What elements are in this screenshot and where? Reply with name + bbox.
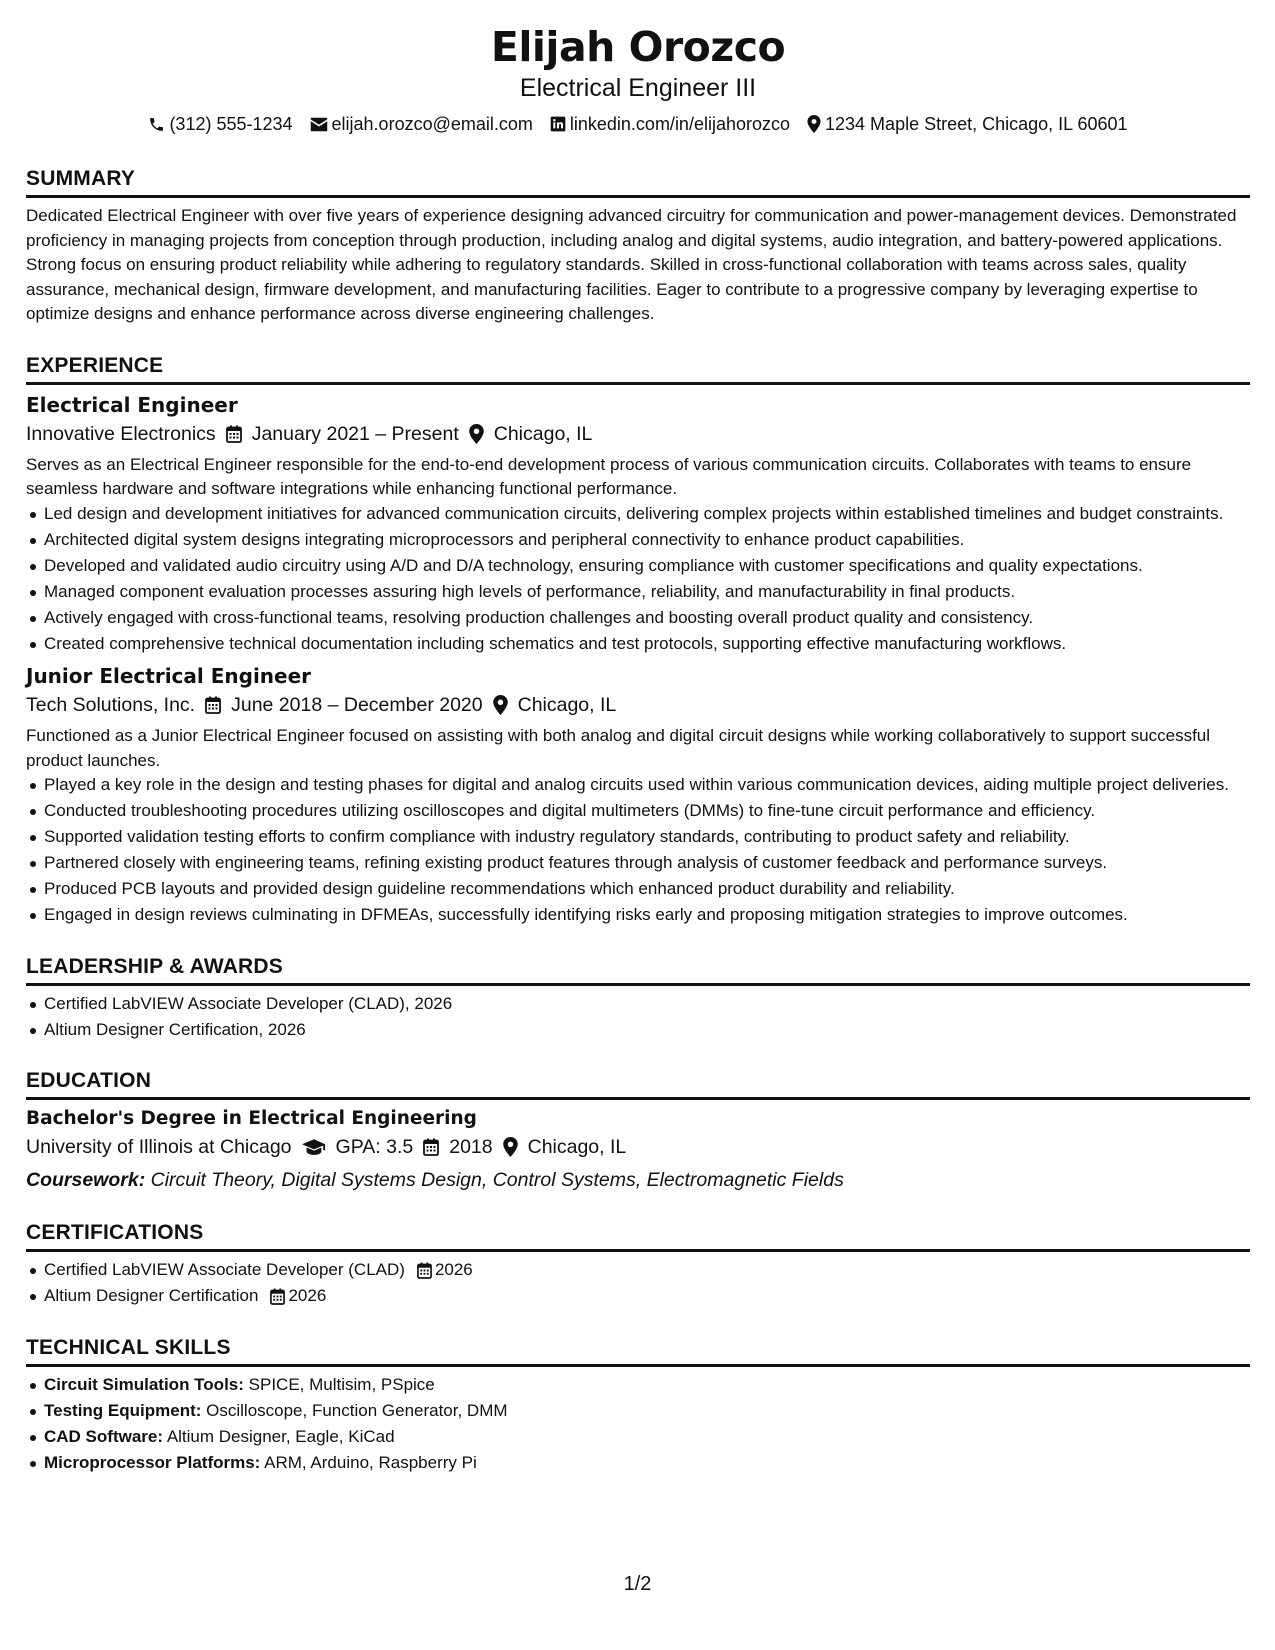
job-location: Chicago, IL <box>493 422 593 445</box>
list-item: Engaged in design reviews culminating in DFMEAs, successfully identifying risks early and proposing mitigation strategies to improve outcomes. <box>26 903 1250 928</box>
skill-label: Microprocessor Platforms: <box>44 1452 261 1472</box>
list-item <box>26 1399 1250 1424</box>
linkedin-icon <box>550 116 566 132</box>
skill-value: Altium Designer, Eagle, KiCad <box>166 1426 395 1446</box>
job-meta <box>26 419 1250 449</box>
certification-name: Altium Designer Certification <box>44 1286 259 1305</box>
job-entry <box>26 662 1250 928</box>
skills-heading: TECHNICAL SKILLS <box>26 1335 1250 1367</box>
job-bullets <box>26 502 1250 657</box>
skill-value: ARM, Arduino, Raspberry Pi <box>264 1452 477 1472</box>
list-item: Certified LabVIEW Associate Developer (CLAD), 2026 <box>26 992 1250 1017</box>
company-name: Innovative Electronics <box>26 422 216 445</box>
calendar-icon <box>270 1288 285 1305</box>
list-item: Supported validation testing efforts to confirm compliance with industry regulatory standards, contributing to product safety and reliability. <box>26 825 1250 850</box>
contact-linkedin[interactable] <box>550 112 790 136</box>
candidate-name: Elijah Orozco <box>490 23 786 71</box>
list-item <box>26 1451 1250 1476</box>
list-item: Managed component evaluation processes assuring high levels of performance, reliability, and manufacturability in final products. <box>26 580 1250 605</box>
experience-heading: EXPERIENCE <box>26 353 1250 385</box>
certifications-section <box>26 1220 1250 1309</box>
list-item <box>26 1425 1250 1450</box>
job-description: Functioned as a Junior Electrical Engineer focused on assisting with both analog and digital circuit designs while working collaboratively to support successful product launches. <box>26 726 1211 770</box>
skills-list <box>26 1373 1250 1476</box>
job-bullets <box>26 773 1250 928</box>
contact-email[interactable] <box>310 112 533 136</box>
map-pin-icon <box>503 1137 518 1157</box>
list-item: Created comprehensive technical documentation including schematics and test protocols, supporting effective manufacturing workflows. <box>26 632 1250 657</box>
certification-date: 2026 <box>288 1286 327 1305</box>
list-item: Played a key role in the design and testing phases for digital and analog circuits used within various communication devices, aiding multiple project deliveries. <box>26 773 1250 798</box>
phone-icon <box>148 116 165 133</box>
leadership-list <box>26 992 1250 1043</box>
summary-heading: SUMMARY <box>26 166 1250 198</box>
summary-section <box>26 166 1250 327</box>
map-pin-icon <box>469 424 484 444</box>
skill-label: CAD Software: <box>44 1426 164 1446</box>
list-item: Altium Designer Certification, 2026 <box>26 1018 1250 1043</box>
experience-section <box>26 353 1250 928</box>
list-item: Actively engaged with cross-functional teams, resolving production challenges and boosting overall product quality and consistency. <box>26 606 1250 631</box>
graduation-cap-icon <box>302 1139 326 1156</box>
leadership-section <box>26 954 1250 1043</box>
list-item: Partnered closely with engineering teams, refining existing product features through analysis of customer feedback and performance surveys. <box>26 851 1250 876</box>
contact-address <box>807 112 1128 136</box>
certifications-heading: CERTIFICATIONS <box>26 1220 1250 1252</box>
summary-text: Dedicated Electrical Engineer with over five years of experience designing advanced circuitry for communication and power-management devices. Demonstrated proficiency in managing projects from conception through production, including analog and digital systems, audio integration, and battery-powered applications. Strong focus on ensuring product reliability while adhering to regulatory standards. Skilled in cross-functional collaboration with teams across sales, quality assurance, mechanical design, firmware development, and manufacturing facilities. Eager to contribute to a progressive company by leveraging expertise to optimize designs and enhance performance across diverse engineering challenges. <box>26 206 1237 323</box>
linkedin-text: linkedin.com/in/elijahorozco <box>569 114 791 134</box>
phone-text: (312) 555-1234 <box>169 114 293 134</box>
education-heading: EDUCATION <box>26 1068 1250 1100</box>
certifications-list <box>26 1258 1250 1309</box>
degree-title: Bachelor's Degree in Electrical Engineering <box>26 1108 477 1129</box>
resume-page <box>26 22 1250 1477</box>
job-meta <box>26 690 1250 720</box>
calendar-icon <box>417 1262 432 1279</box>
address-text: 1234 Maple Street, Chicago, IL 60601 <box>825 114 1128 134</box>
company-name: Tech Solutions, Inc. <box>26 694 196 716</box>
calendar-icon <box>423 1138 439 1156</box>
job-title: Electrical Engineer <box>26 392 238 417</box>
page-number: 1/2 <box>623 1573 652 1595</box>
calendar-icon <box>205 696 221 714</box>
coursework-list: Circuit Theory, Digital Systems Design, Control Systems, Electromagnetic Fields <box>150 1169 844 1191</box>
education-meta <box>26 1132 1250 1162</box>
candidate-title: Electrical Engineer III <box>519 74 757 102</box>
certification-name: Certified LabVIEW Associate Developer (CLAD) <box>44 1260 405 1279</box>
graduation-year: 2018 <box>449 1136 493 1158</box>
map-pin-icon <box>807 115 821 133</box>
list-item: Developed and validated audio circuitry using A/D and D/A technology, ensuring compliance with customer specifications and quality expectations. <box>26 554 1250 579</box>
list-item <box>26 1373 1250 1398</box>
skills-section <box>26 1335 1250 1476</box>
leadership-heading: LEADERSHIP & AWARDS <box>26 954 1250 986</box>
list-item: Produced PCB layouts and provided design guideline recommendations which enhanced product durability and reliability. <box>26 877 1250 902</box>
map-pin-icon <box>493 695 508 715</box>
list-item <box>26 1284 1250 1309</box>
list-item <box>26 1258 1250 1283</box>
school-name: University of Illinois at Chicago <box>26 1136 292 1158</box>
envelope-icon <box>310 117 328 132</box>
job-description: Serves as an Electrical Engineer responsible for the end-to-end development process of various communication circuits. Collaborates with teams to ensure seamless hardware and software integrations while enhancing functional performance. <box>26 454 1192 498</box>
job-location: Chicago, IL <box>517 694 617 716</box>
list-item: Conducted troubleshooting procedures utilizing oscilloscopes and digital multimeters (DMMs) to fine-tune circuit performance and efficiency. <box>26 799 1250 824</box>
certification-date: 2026 <box>434 1260 473 1279</box>
job-entry <box>26 391 1250 657</box>
coursework-label: Coursework: <box>26 1169 146 1191</box>
skill-label: Circuit Simulation Tools: <box>44 1374 244 1394</box>
job-dates: January 2021 – Present <box>251 422 459 445</box>
skill-label: Testing Equipment: <box>44 1400 202 1420</box>
gpa: GPA: 3.5 <box>335 1136 414 1158</box>
calendar-icon <box>226 425 242 443</box>
coursework <box>26 1166 1250 1194</box>
job-title: Junior Electrical Engineer <box>26 664 312 688</box>
list-item: Led design and development initiatives for advanced communication circuits, delivering complex projects within established timelines and budget constraints. <box>26 502 1250 527</box>
job-dates: June 2018 – December 2020 <box>231 694 483 716</box>
contact-phone[interactable] <box>148 112 292 136</box>
list-item: Architected digital system designs integrating microprocessors and peripheral connectivity to enhance product capabilities. <box>26 528 1250 553</box>
skill-value: SPICE, Multisim, PSpice <box>248 1374 435 1394</box>
contact-bar <box>26 112 1250 136</box>
skill-value: Oscilloscope, Function Generator, DMM <box>206 1400 508 1420</box>
education-section <box>26 1068 1250 1194</box>
school-location: Chicago, IL <box>527 1136 627 1158</box>
email-text: elijah.orozco@email.com <box>331 114 533 134</box>
